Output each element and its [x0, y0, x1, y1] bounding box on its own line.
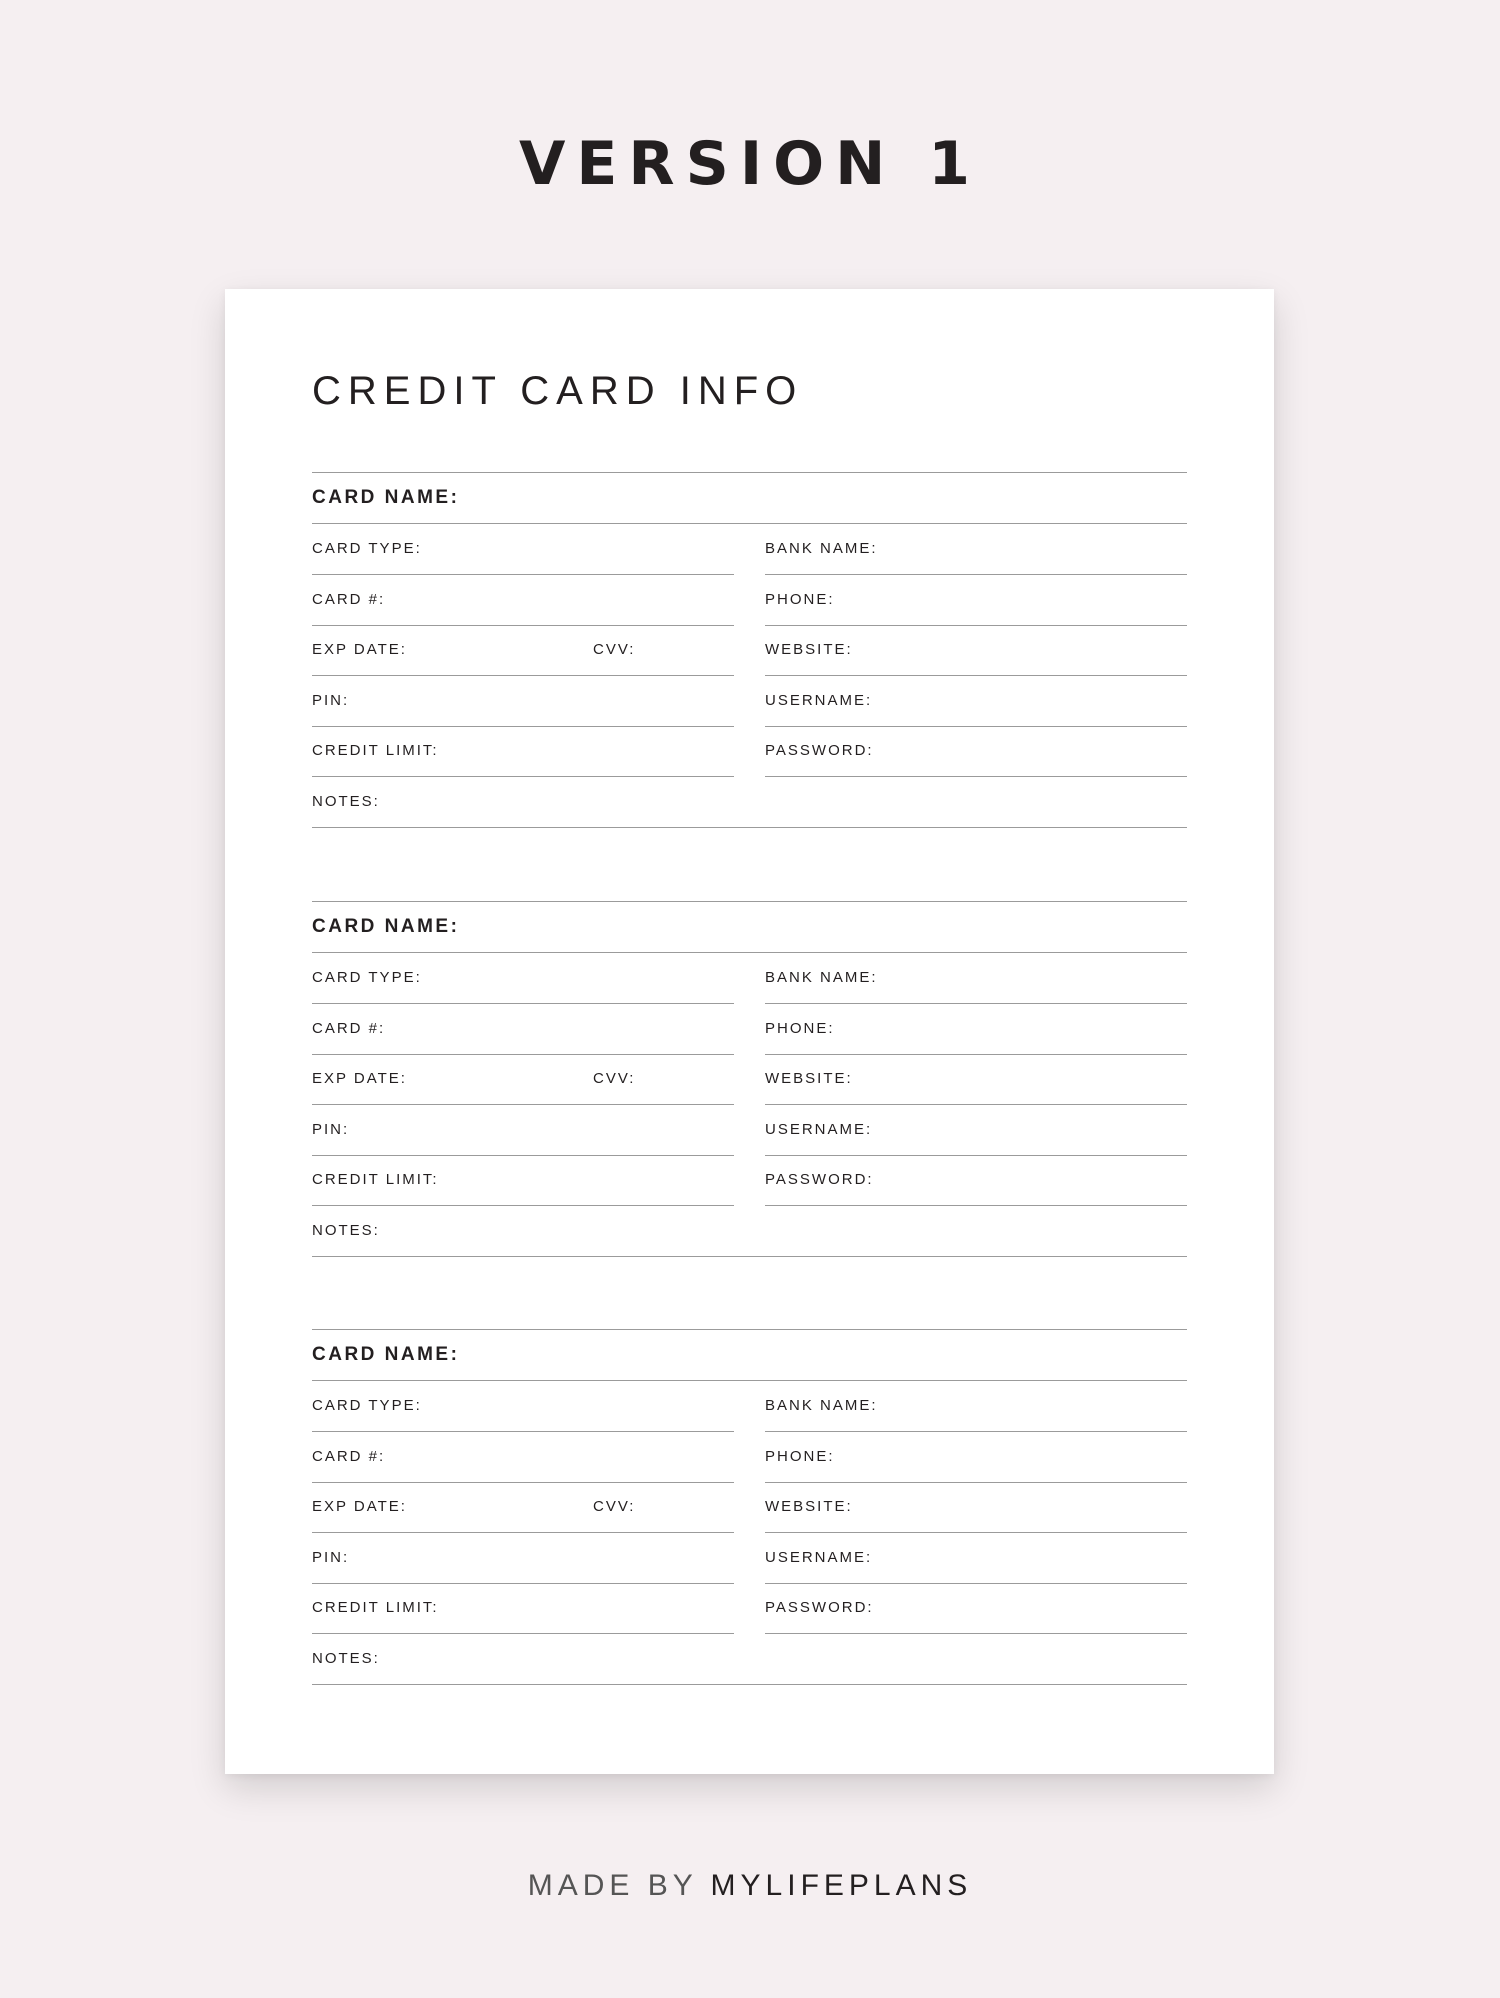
bank-name-label: BANK NAME: — [765, 1397, 878, 1414]
card-name-label: CARD NAME: — [312, 1344, 460, 1365]
exp-date-rule — [312, 675, 734, 676]
document-title: CREDIT CARD INFO — [312, 369, 804, 413]
card-type-rule — [312, 1431, 734, 1432]
website-label: WEBSITE: — [765, 641, 853, 658]
cvv-label: CVV: — [593, 1498, 636, 1515]
pin-label: PIN: — [312, 692, 350, 709]
password-label: PASSWORD: — [765, 1171, 874, 1188]
credit-limit-rule — [312, 1633, 734, 1634]
phone-label: PHONE: — [765, 1448, 835, 1465]
made-by-credit — [0, 1866, 1500, 1906]
website-label: WEBSITE: — [765, 1498, 853, 1515]
username-label: USERNAME: — [765, 1549, 873, 1566]
exp-date-label: EXP DATE: — [312, 1498, 407, 1515]
card-block-3 — [312, 1329, 1187, 1685]
notes-label: NOTES: — [312, 793, 380, 810]
bank-name-rule — [765, 574, 1187, 575]
bank-name-rule — [765, 1003, 1187, 1004]
cvv-label: CVV: — [593, 1070, 636, 1087]
card-name-label: CARD NAME: — [312, 487, 460, 508]
website-rule — [765, 1532, 1187, 1533]
password-label: PASSWORD: — [765, 1599, 874, 1616]
pin-rule — [312, 1583, 734, 1584]
exp-date-label: EXP DATE: — [312, 641, 407, 658]
brand-name: MYLIFEPLANS — [710, 1869, 973, 1902]
card-type-label: CARD TYPE: — [312, 969, 422, 986]
card-name-label: CARD NAME: — [312, 916, 460, 937]
card-type-rule — [312, 574, 734, 575]
card-type-label: CARD TYPE: — [312, 1397, 422, 1414]
notes-rule — [312, 827, 1187, 828]
notes-label: NOTES: — [312, 1650, 380, 1667]
card-name-bottom-rule — [312, 523, 1187, 524]
username-rule — [765, 1583, 1187, 1584]
card-block-1 — [312, 472, 1187, 828]
username-rule — [765, 726, 1187, 727]
pin-label: PIN: — [312, 1549, 350, 1566]
website-rule — [765, 1104, 1187, 1105]
card-number-rule — [312, 1482, 734, 1483]
password-rule — [765, 1205, 1187, 1206]
pin-rule — [312, 1155, 734, 1156]
password-rule — [765, 1633, 1187, 1634]
card-type-rule — [312, 1003, 734, 1004]
card-name-top-rule — [312, 901, 1187, 902]
exp-date-label: EXP DATE: — [312, 1070, 407, 1087]
bank-name-rule — [765, 1431, 1187, 1432]
bank-name-label: BANK NAME: — [765, 540, 878, 557]
card-name-bottom-rule — [312, 952, 1187, 953]
pin-label: PIN: — [312, 1121, 350, 1138]
printable-sheet — [225, 289, 1274, 1774]
credit-limit-label: CREDIT LIMIT: — [312, 1599, 439, 1616]
cvv-label: CVV: — [593, 641, 636, 658]
phone-label: PHONE: — [765, 1020, 835, 1037]
username-label: USERNAME: — [765, 1121, 873, 1138]
card-name-top-rule — [312, 1329, 1187, 1330]
credit-limit-rule — [312, 776, 734, 777]
credit-limit-label: CREDIT LIMIT: — [312, 1171, 439, 1188]
card-number-label: CARD #: — [312, 1020, 386, 1037]
bank-name-label: BANK NAME: — [765, 969, 878, 986]
pin-rule — [312, 726, 734, 727]
exp-date-rule — [312, 1532, 734, 1533]
card-block-2 — [312, 901, 1187, 1257]
card-number-label: CARD #: — [312, 591, 386, 608]
card-number-label: CARD #: — [312, 1448, 386, 1465]
credit-limit-label: CREDIT LIMIT: — [312, 742, 439, 759]
phone-rule — [765, 1482, 1187, 1483]
card-name-top-rule — [312, 472, 1187, 473]
version-title: VERSION 1 — [518, 129, 982, 199]
made-by-text: MADE BY — [527, 1869, 698, 1902]
phone-rule — [765, 625, 1187, 626]
credit-limit-rule — [312, 1205, 734, 1206]
password-rule — [765, 776, 1187, 777]
website-rule — [765, 675, 1187, 676]
username-rule — [765, 1155, 1187, 1156]
card-number-rule — [312, 625, 734, 626]
website-label: WEBSITE: — [765, 1070, 853, 1087]
card-number-rule — [312, 1054, 734, 1055]
phone-rule — [765, 1054, 1187, 1055]
notes-rule — [312, 1256, 1187, 1257]
username-label: USERNAME: — [765, 692, 873, 709]
card-name-bottom-rule — [312, 1380, 1187, 1381]
notes-rule — [312, 1684, 1187, 1685]
phone-label: PHONE: — [765, 591, 835, 608]
password-label: PASSWORD: — [765, 742, 874, 759]
card-type-label: CARD TYPE: — [312, 540, 422, 557]
notes-label: NOTES: — [312, 1222, 380, 1239]
exp-date-rule — [312, 1104, 734, 1105]
